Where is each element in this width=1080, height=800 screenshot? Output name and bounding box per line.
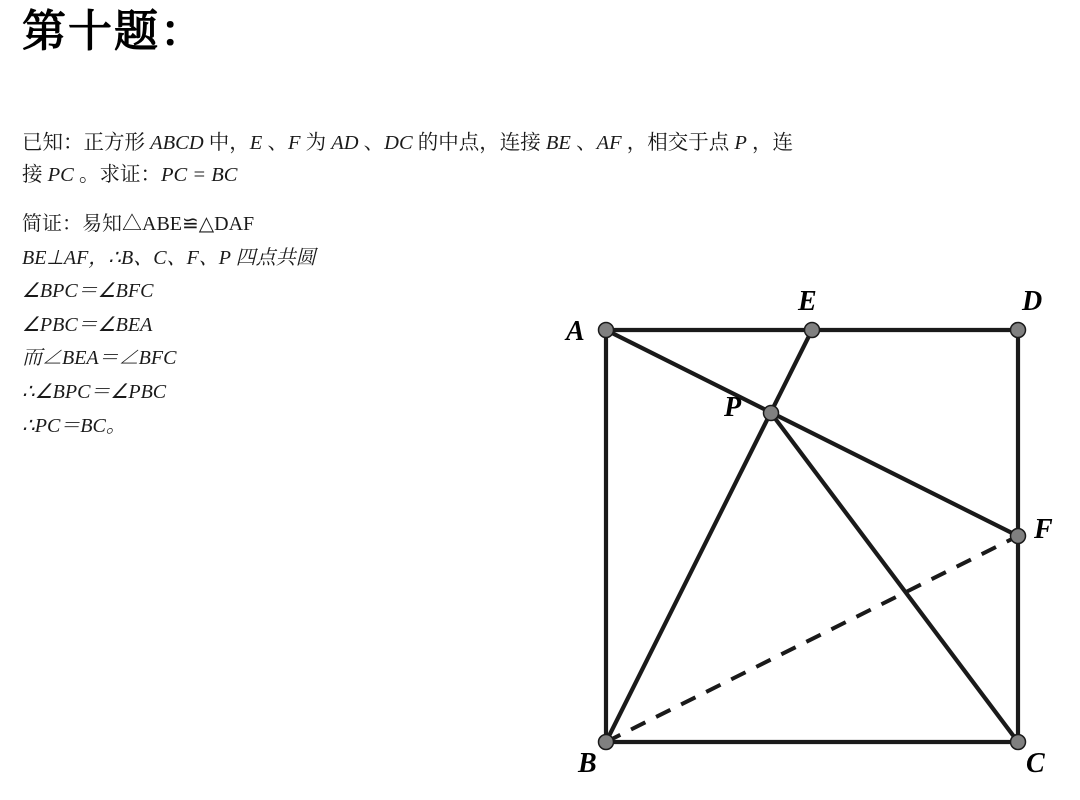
problem-segment-dc: DC: [384, 132, 413, 154]
vertex-label-p: P: [724, 392, 742, 423]
problem-line1-part7: 、: [570, 132, 597, 154]
problem-line2-part2: 。求证：: [73, 163, 161, 186]
vertex-label-c: C: [1026, 748, 1045, 779]
vertex-point-c: [1011, 735, 1026, 750]
problem-square-name: ABCD: [150, 132, 204, 154]
vertex-label-e: E: [798, 286, 817, 317]
proof-line-1: BE⊥AF，∴B、C、F、P 四点共圆: [22, 246, 316, 269]
problem-segment-be: BE: [545, 132, 571, 154]
vertex-point-d: [1011, 323, 1026, 338]
geometry-svg: [520, 270, 1080, 795]
problem-segment-af: AF: [596, 132, 622, 154]
vertex-label-a: A: [566, 316, 585, 347]
problem-line2-part1: 接: [22, 163, 48, 186]
problem-statement: [22, 128, 1052, 192]
vertex-point-p: [764, 406, 779, 421]
vertex-point-e: [805, 323, 820, 338]
segment-layer: [606, 330, 1018, 742]
proof-line-6: ∴PC＝BC。: [22, 414, 126, 437]
problem-point-p: P: [734, 132, 747, 154]
problem-line1-part9: ，连: [746, 132, 794, 154]
vertex-layer: [599, 323, 1026, 750]
page-title: 第十题：: [22, 6, 206, 57]
segment-be: [606, 330, 812, 742]
vertex-point-b: [599, 735, 614, 750]
vertex-point-a: [599, 323, 614, 338]
proof-line-0: 简证：易知△ABE≌△DAF: [22, 213, 255, 235]
problem-line1-part1: 已知：正方形: [22, 132, 151, 154]
proof-line-2: ∠BPC＝∠BFC: [22, 280, 154, 303]
vertex-label-b: B: [578, 748, 597, 779]
vertex-label-d: D: [1022, 286, 1043, 317]
problem-point-e: E: [249, 132, 263, 154]
geometry-figure: [520, 270, 1080, 795]
segment-af: [606, 330, 1018, 536]
proof-line-4: 而∠BEA＝∠BFC: [22, 347, 177, 370]
problem-line1-part8: ，相交于点: [621, 132, 735, 154]
segment-bf: [606, 536, 1018, 742]
problem-line1-part5: 、: [358, 132, 385, 154]
problem-line1-part3: 、: [262, 132, 288, 154]
proof-line-3: ∠PBC＝∠BEA: [22, 313, 153, 336]
problem-point-f: F: [287, 132, 301, 154]
problem-line1-part6: 的中点，连接: [412, 132, 546, 154]
problem-line1-part4: 为: [300, 132, 332, 154]
problem-segment-pc: PC: [47, 163, 74, 186]
segment-pc: [771, 413, 1018, 742]
problem-segment-ad: AD: [331, 132, 359, 154]
proof-line-5: ∴∠BPC＝∠PBC: [22, 380, 167, 403]
problem-conclusion: PC = BC: [160, 163, 238, 186]
vertex-label-f: F: [1034, 514, 1053, 545]
vertex-point-f: [1011, 529, 1026, 544]
problem-line1-part2: 中，: [203, 132, 250, 154]
